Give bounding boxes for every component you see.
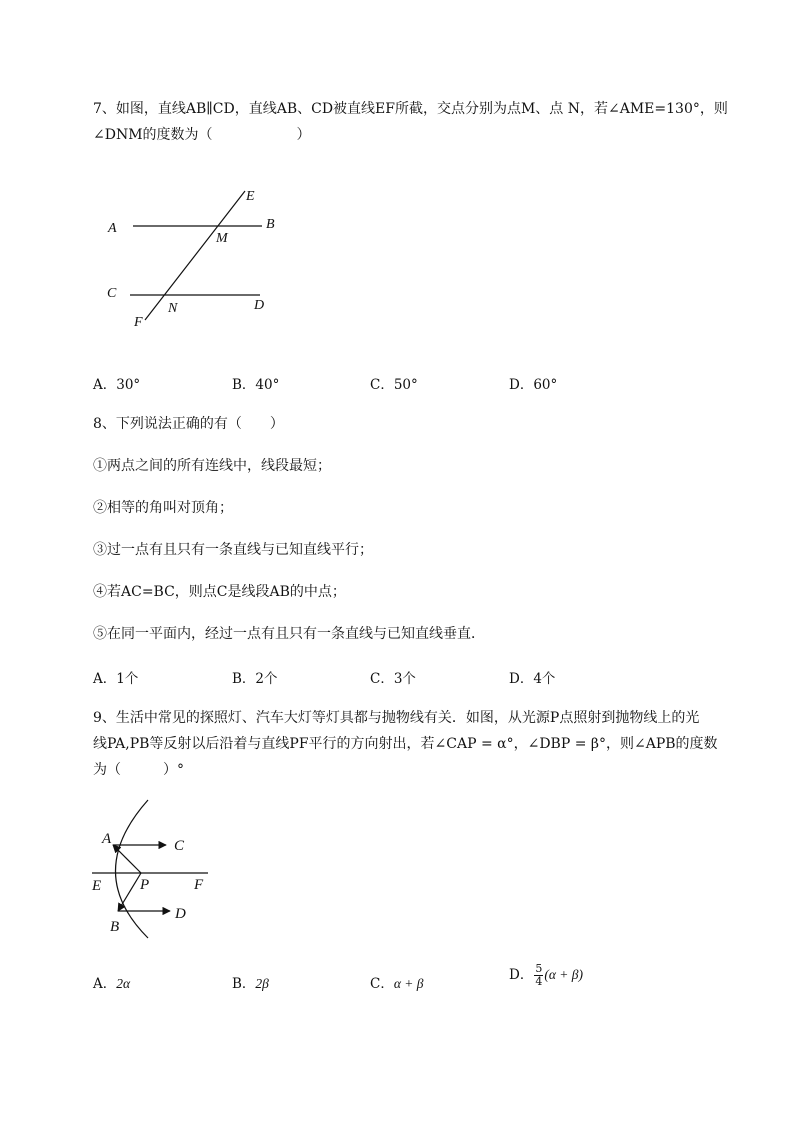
q8-options — [93, 667, 713, 687]
q9-option-a-prefix: A． — [93, 976, 117, 992]
q8-statement-1: ①两点之间的所有连线中，线段最短； — [93, 458, 331, 474]
q7-options — [93, 373, 713, 393]
q9-option-b-prefix: B． — [232, 976, 256, 992]
label-p: P — [140, 877, 150, 893]
label-b: B — [110, 919, 120, 935]
q8-stem: 8、下列说法正确的有（ ） — [93, 416, 284, 432]
q8-statement-2: ②相等的角叫对顶角； — [93, 500, 233, 516]
q7-figure — [100, 183, 290, 333]
q9-stem-line3: 为（ ）° — [93, 762, 184, 778]
label-n: N — [168, 301, 178, 316]
q8-option-b: B．2个 — [232, 671, 278, 687]
q9-option-d-expr: (α + β) — [544, 967, 583, 982]
q9-options — [93, 962, 713, 1002]
q7-option-d: D．60° — [509, 377, 558, 393]
q9-option-d-prefix: D． — [509, 967, 534, 983]
label-c: C — [174, 838, 185, 854]
parabola-curve — [116, 800, 149, 938]
label-b: B — [266, 217, 275, 232]
q9-option-c-prefix: C． — [370, 976, 394, 992]
label-m: M — [216, 231, 228, 246]
label-a: A — [102, 831, 112, 847]
q9-option-b — [232, 972, 269, 992]
q9-option-c — [370, 972, 424, 992]
q9-option-a — [93, 972, 130, 992]
label-c: C — [107, 286, 117, 301]
label-f: F — [194, 877, 204, 893]
q9-option-c-expr: α + β — [393, 976, 424, 991]
q8-statement-5: ⑤在同一平面内，经过一点有且只有一条直线与已知直线垂直． — [93, 626, 485, 642]
label-d: D — [254, 298, 265, 313]
line-ef — [145, 191, 245, 320]
q9-stem-line1: 9、生活中常见的探照灯、汽车大灯等灯具都与抛物线有关．如图，从光源P点照射到抛物线上的光 — [93, 710, 700, 726]
q7-option-b: B．40° — [232, 377, 280, 393]
q8-option-d: D．4个 — [509, 671, 556, 687]
q9-option-b-expr: 2β — [255, 976, 269, 991]
ray-pb — [118, 873, 141, 911]
q8-statement-3: ③过一点有且只有一条直线与已知直线平行； — [93, 542, 373, 558]
q9-option-a-expr: 2α — [116, 976, 131, 991]
q9-figure — [88, 795, 218, 943]
q8-statement-4: ④若AC=BC，则点C是线段AB的中点； — [93, 584, 346, 600]
q9-option-d — [509, 963, 583, 988]
q7-option-c: C．50° — [370, 377, 418, 393]
q9-option-d-fraction — [534, 963, 543, 988]
q7-stem-line1: 7、如图，直线AB∥CD，直线AB、CD被直线EF所截，交点分别为点M、点 N，若∠AME=130°，则 — [93, 101, 728, 117]
q9-option-d-numerator: 5 — [535, 962, 543, 975]
label-d: D — [175, 906, 186, 922]
label-a: A — [108, 221, 117, 236]
label-e: E — [92, 878, 102, 894]
label-e: E — [246, 189, 255, 204]
q8-option-c: C．3个 — [370, 671, 416, 687]
ray-pa — [113, 845, 141, 873]
q8-option-a: A．1个 — [93, 671, 139, 687]
q9-stem-line2: 线PA,PB等反射以后沿着与直线PF平行的方向射出，若∠CAP = α°，∠DBP = β°，则∠APB的度数 — [93, 736, 718, 752]
q7-stem-line2: ∠DNM的度数为（ ） — [93, 127, 311, 143]
q9-option-d-denominator: 4 — [535, 975, 543, 988]
q7-option-a: A．30° — [93, 377, 141, 393]
label-f: F — [134, 315, 143, 330]
